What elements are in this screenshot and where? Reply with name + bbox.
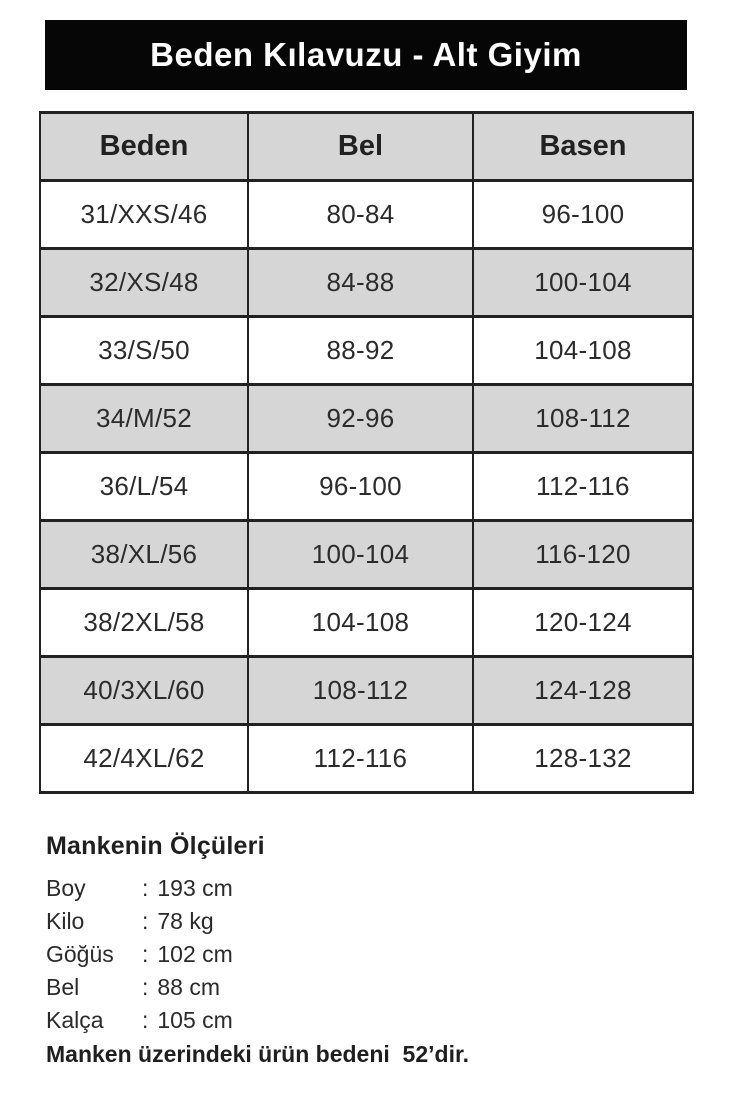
table-cell: 112-116 [248, 725, 473, 793]
measurement-separator: : [142, 1007, 149, 1033]
table-cell: 92-96 [248, 385, 473, 453]
table-cell: 36/L/54 [40, 453, 248, 521]
table-cell: 40/3XL/60 [40, 657, 248, 725]
table-cell: 96-100 [473, 181, 693, 249]
measurement-value: 193 cm [157, 875, 233, 901]
measurement-label: Bel [46, 974, 80, 1000]
table-cell: 120-124 [473, 589, 693, 657]
table-cell: 128-132 [473, 725, 693, 793]
table-row [40, 589, 693, 657]
measurement-line [46, 971, 686, 1004]
table-cell: 108-112 [248, 657, 473, 725]
measurement-value: 78 kg [157, 908, 214, 934]
table-cell: 80-84 [248, 181, 473, 249]
page-title: Beden Kılavuzu - Alt Giyim [150, 36, 582, 73]
table-row [40, 385, 693, 453]
table-row [40, 453, 693, 521]
size-table-body [40, 181, 693, 793]
table-row [40, 181, 693, 249]
table-row [40, 725, 693, 793]
table-cell: 108-112 [473, 385, 693, 453]
table-cell: 34/M/52 [40, 385, 248, 453]
table-cell: 124-128 [473, 657, 693, 725]
measurement-line [46, 938, 686, 971]
table-cell: 116-120 [473, 521, 693, 589]
table-cell: 88-92 [248, 317, 473, 385]
table-cell: 38/2XL/58 [40, 589, 248, 657]
table-row [40, 249, 693, 317]
measurement-label: Boy [46, 875, 86, 901]
table-cell: 31/XXS/46 [40, 181, 248, 249]
size-table [39, 111, 694, 794]
measurement-line [46, 905, 686, 938]
measurements-list [46, 872, 686, 1037]
table-cell: 104-108 [248, 589, 473, 657]
measurement-label: Göğüs [46, 941, 114, 967]
measurement-line [46, 872, 686, 905]
table-cell: 100-104 [473, 249, 693, 317]
measurement-value: 88 cm [157, 974, 221, 1000]
model-info-heading: Mankenin Ölçüleri [46, 832, 265, 860]
table-row [40, 521, 693, 589]
table-cell: 104-108 [473, 317, 693, 385]
measurement-line [46, 1004, 686, 1037]
measurement-separator: : [142, 875, 149, 901]
model-info-section [46, 832, 686, 1071]
column-header-bel: Bel [248, 113, 473, 181]
measurement-label: Kalça [46, 1007, 104, 1033]
table-cell: 112-116 [473, 453, 693, 521]
measurement-separator: : [142, 974, 149, 1000]
table-row [40, 317, 693, 385]
table-cell: 84-88 [248, 249, 473, 317]
table-cell: 38/XL/56 [40, 521, 248, 589]
column-header-basen: Basen [473, 113, 693, 181]
table-cell: 100-104 [248, 521, 473, 589]
table-cell: 42/4XL/62 [40, 725, 248, 793]
table-cell: 32/XS/48 [40, 249, 248, 317]
table-header-row [40, 113, 693, 181]
measurement-value: 105 cm [157, 1007, 233, 1033]
measurement-value: 102 cm [157, 941, 233, 967]
measurement-label: Kilo [46, 908, 85, 934]
table-row [40, 657, 693, 725]
measurement-separator: : [142, 941, 149, 967]
table-cell: 96-100 [248, 453, 473, 521]
title-bar [45, 20, 687, 90]
measurement-separator: : [142, 908, 149, 934]
column-header-beden: Beden [40, 113, 248, 181]
model-size-note: Manken üzerindeki ürün bedeni 52’dir. [46, 1041, 470, 1067]
table-cell: 33/S/50 [40, 317, 248, 385]
